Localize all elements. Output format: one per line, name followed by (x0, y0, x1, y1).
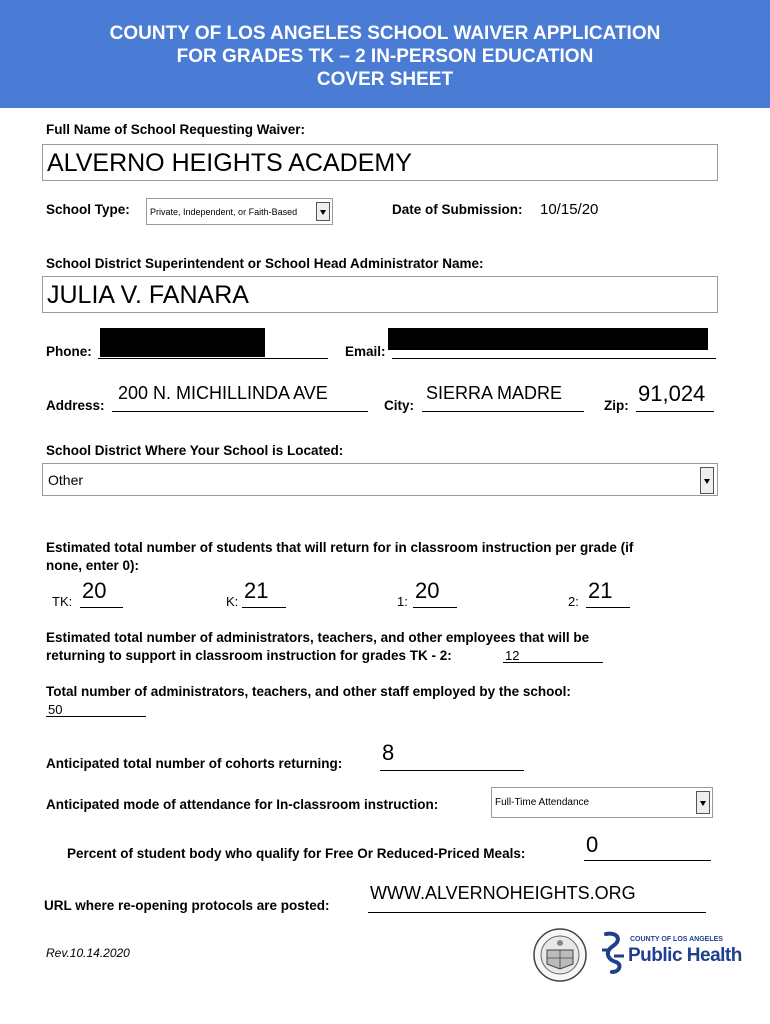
meals-underline (584, 860, 711, 861)
city-label: City: (384, 398, 414, 413)
grade1-underline (413, 607, 457, 608)
header-title-line3: COVER SHEET (316, 69, 454, 90)
zip-field[interactable]: 91,024 (638, 381, 706, 406)
chevron-down-icon[interactable] (700, 467, 714, 494)
submission-date-label: Date of Submission: (392, 202, 523, 217)
district-label: School District Where Your School is Located: (46, 443, 344, 458)
cohorts-field[interactable]: 8 (382, 740, 395, 765)
url-label: URL where re-opening protocols are posted: (44, 898, 330, 913)
staff-returning-line2: returning to support in classroom instruction for grades TK - 2: (46, 648, 452, 663)
header-banner (0, 0, 770, 108)
revision-text: Rev.10.14.2020 (46, 946, 130, 960)
k-field[interactable]: 21 (244, 578, 269, 603)
chevron-down-icon[interactable] (316, 202, 330, 221)
staff-returning-field[interactable]: 12 (505, 648, 520, 663)
address-field[interactable]: 200 N. MICHILLINDA AVE (118, 383, 328, 403)
grade1-field[interactable]: 20 (415, 578, 440, 603)
attendance-value: Full-Time Attendance (495, 797, 590, 808)
submission-date-field[interactable]: 10/15/20 (540, 201, 599, 218)
city-field[interactable]: SIERRA MADRE (426, 383, 563, 403)
url-field[interactable]: WWW.ALVERNOHEIGHTS.ORG (370, 883, 636, 903)
school-name-label: Full Name of School Requesting Waiver: (46, 122, 306, 137)
header-title-line2: FOR GRADES TK – 2 IN-PERSON EDUCATION (176, 46, 594, 67)
phone-redaction (100, 328, 265, 357)
district-select[interactable] (42, 463, 718, 496)
email-redaction (388, 328, 708, 350)
cohorts-underline (380, 770, 524, 771)
email-label: Email: (345, 344, 386, 359)
meals-field[interactable]: 0 (586, 832, 599, 857)
address-underline (112, 411, 368, 412)
address-label: Address: (46, 398, 105, 413)
staff-total-label: Total number of administrators, teachers, and other staff employed by the school: (46, 684, 571, 699)
staff-returning-line1: Estimated total number of administrators, teachers, and other employees that will be (46, 630, 590, 645)
grade2-field[interactable]: 21 (588, 578, 613, 603)
email-underline (392, 358, 716, 359)
school-name-field[interactable]: ALVERNO HEIGHTS ACADEMY (42, 144, 718, 181)
grade2-underline (586, 607, 630, 608)
k-label: K: (226, 594, 239, 609)
administrator-field[interactable]: JULIA V. FANARA (42, 276, 718, 313)
grade2-label: 2: (568, 594, 579, 609)
attendance-label: Anticipated mode of attendance for In-classroom instruction: (46, 797, 439, 812)
city-underline (422, 411, 584, 412)
zip-label: Zip: (604, 398, 629, 413)
cohorts-label: Anticipated total number of cohorts returning: (46, 756, 343, 771)
students-question-line2: none, enter 0): (46, 558, 140, 573)
tk-underline (80, 607, 123, 608)
school-type-value: Private, Independent, or Faith-Based (150, 207, 298, 217)
header-title-line1: COUNTY OF LOS ANGELES SCHOOL WAIVER APPLICATION (109, 23, 661, 44)
phone-label: Phone: (46, 344, 92, 359)
tk-label: TK: (52, 594, 73, 609)
public-health-logo-icon (600, 930, 626, 974)
students-question-line1: Estimated total number of students that will return for in classroom instruction per grade (if (46, 540, 634, 555)
grade1-label: 1: (397, 594, 408, 609)
staff-total-field[interactable]: 50 (48, 702, 63, 717)
school-type-select[interactable] (146, 198, 333, 225)
zip-underline (636, 411, 714, 412)
tk-field[interactable]: 20 (82, 578, 107, 603)
district-value: Other (48, 472, 84, 488)
chevron-down-icon[interactable] (696, 791, 710, 814)
phone-underline (98, 358, 328, 359)
public-health-large-text: Public Health (628, 945, 742, 966)
k-underline (242, 607, 286, 608)
url-underline (368, 912, 706, 913)
public-health-small-text: COUNTY OF LOS ANGELES (630, 936, 723, 943)
meals-label: Percent of student body who qualify for Free Or Reduced-Priced Meals: (67, 846, 526, 861)
school-type-label: School Type: (46, 202, 130, 217)
county-seal-icon (533, 928, 587, 982)
administrator-label: School District Superintendent or School Head Administrator Name: (46, 256, 484, 271)
attendance-select[interactable] (491, 787, 713, 818)
